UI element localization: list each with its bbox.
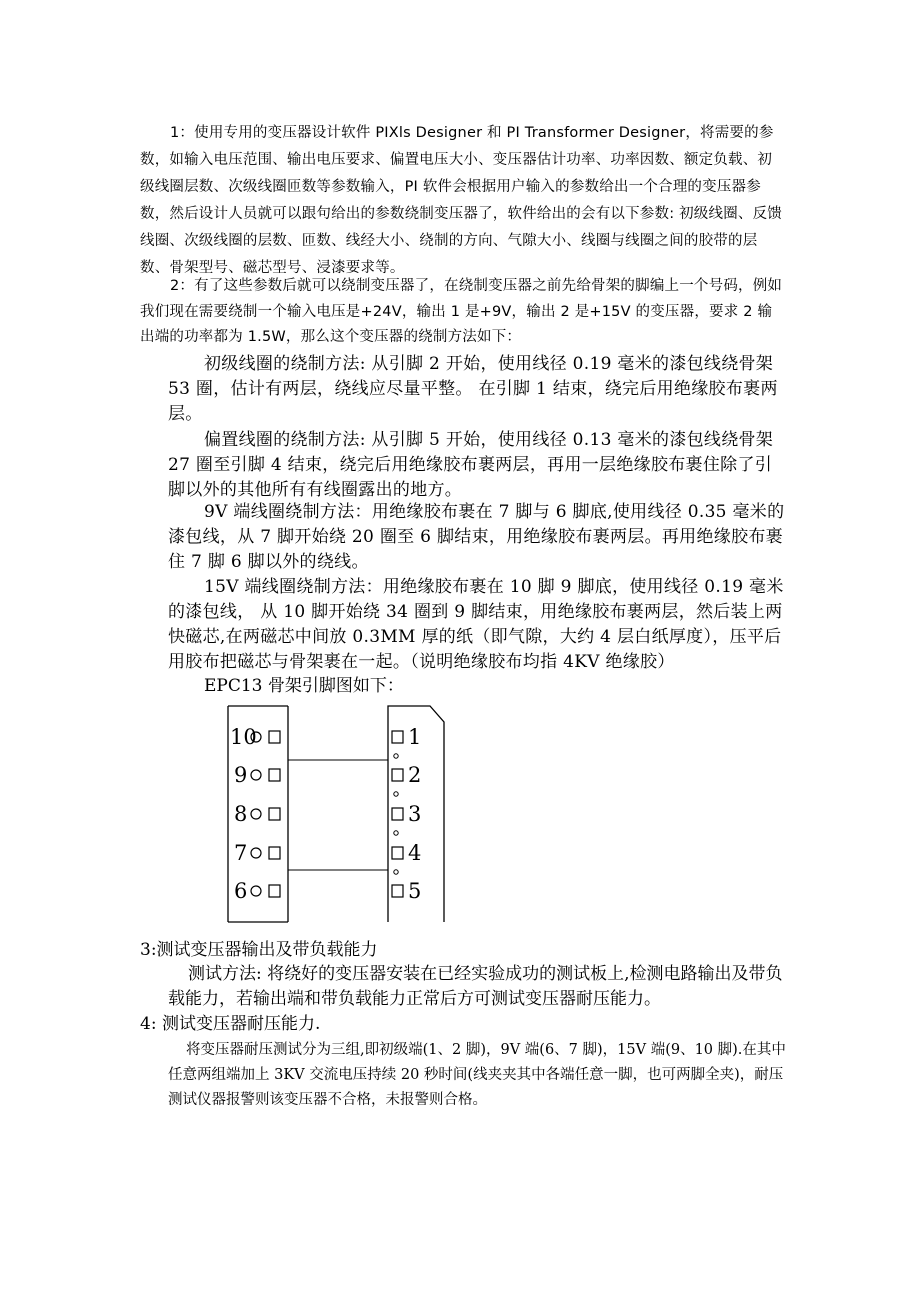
section-1-paragraph: 1：使用专用的变压器设计软件 PIXls Designer 和 PI Transformer Designer，将需要的参数，如输入电压范围、输出电压要求、偏置电压大小、变压器估计功率、功率因数、额定负载、初级线圈层数、次级线圈匝数等参数输入，PI 软件会根据用户输入的参数给出一个合理的变压器参数，然后设计人员就可以跟句给出的参数绕制变压器了，软件给出的会有以下参数: 初级线圈、反馈线圈、次级线圈的层数、匝数、线经大小、绕制的方向、气隙大小、线圈与线圈之间的胶带的层数、骨架型号、磁芯型号、浸漆要求等。 xyxy=(140,125,782,276)
left-pin-label: 7 xyxy=(234,841,248,865)
right-pin-pad xyxy=(392,808,403,820)
left-pin-pad xyxy=(269,769,280,781)
right-pin-label: 5 xyxy=(408,879,422,903)
right-pin-pad xyxy=(392,885,403,897)
left-pin-pad xyxy=(269,885,280,897)
section-4-paragraph: 将变压器耐压测试分为三组,即初级端(1、2 脚)，9V 端(6、7 脚)，15V 端(9、10 脚).在其中任意两组端加上 3KV 交流电压持续 20 秒时间(线夹夹其中各端任意一脚，也可两脚全夹)，耐压测试仪器报警则该变压器不合格，未报警则合格。 xyxy=(168,1042,786,1108)
right-pin-label: 1 xyxy=(408,725,422,749)
right-pin-label: 3 xyxy=(408,802,422,826)
section-2-paragraph: 2：有了这些参数后就可以绕制变压器了，在绕制变压器之前先给骨架的脚编上一个号码，例如我们现在需要绕制一个输入电压是+24V，输出 1 是+9V，输出 2 是+15V 的变压器，要求 2 输出端的功率都为 1.5W，那么这个变压器的绕制方法如下： xyxy=(140,278,783,345)
left-pin-label: 9 xyxy=(234,763,248,787)
epc13-caption: EPC13 骨架引脚图如下： xyxy=(204,676,404,696)
epc13-pin-diagram xyxy=(222,700,462,926)
right-pin-pad xyxy=(392,731,403,743)
9v-winding-paragraph: 9V 端线圈绕制方法：用绝缘胶布裹在 7 脚与 6 脚底,使用线径 0.35 毫米的漆包线，从 7 脚开始绕 20 圈至 6 脚结束，用绝缘胶布裹两层。再用绝缘胶布裹住 7 脚 6 脚以外的绕线。 xyxy=(168,502,785,572)
right-pin-dot xyxy=(394,754,398,758)
left-pin-pad xyxy=(269,731,280,743)
right-pin-label: 4 xyxy=(408,841,422,865)
left-pin-hole xyxy=(251,848,261,858)
section-3-heading: 3:测试变压器输出及带负载能力 xyxy=(140,940,378,960)
left-pin-label: 8 xyxy=(234,802,248,826)
left-pin-pad xyxy=(269,847,280,859)
left-pin-pad xyxy=(269,808,280,820)
left-pin-label: 10 xyxy=(230,725,257,749)
right-pin-label: 2 xyxy=(408,763,422,787)
left-pin-hole xyxy=(251,886,261,896)
right-pin-dot xyxy=(394,870,398,874)
primary-winding-paragraph: 初级线圈的绕制方法: 从引脚 2 开始，使用线径 0.19 毫米的漆包线绕骨架 53 圈，估计有两层，绕线应尽量平整。 在引脚 1 结束，绕完后用绝缘胶布裹两层。 xyxy=(168,354,778,424)
right-pin-pad xyxy=(392,769,403,781)
left-pin-hole xyxy=(251,770,261,780)
left-pin-label: 6 xyxy=(234,879,248,903)
right-pin-dot xyxy=(394,792,398,796)
section-3-paragraph: 测试方法: 将绕好的变压器安装在已经实验成功的测试板上,检测电路输出及带负载能力，若输出端和带负载能力正常后方可测试变压器耐压能力。 xyxy=(168,964,783,1009)
right-pin-pad xyxy=(392,847,403,859)
right-pin-dot xyxy=(394,831,398,835)
bias-winding-paragraph: 偏置线圈的绕制方法: 从引脚 5 开始，使用线径 0.13 毫米的漆包线绕骨架 27 圈至引脚 4 结束，绕完后用绝缘胶布裹两层，再用一层绝缘胶布裹住除了引脚以外的其他所有有线圈露出的地方。 xyxy=(168,430,774,500)
15v-winding-paragraph: 15V 端线圈绕制方法：用绝缘胶布裹在 10 脚 9 脚底，使用线径 0.19 毫米的漆包线， 从 10 脚开始绕 34 圈到 9 脚结束，用绝缘胶布裹两层，然后装上两快磁芯,在两磁芯中间放 0.3MM 厚的纸（即气隙，大约 4 层白纸厚度），压平后用胶布把磁芯与骨架裹在一起。（说明绝缘胶布均指 4KV 绝缘胶） xyxy=(168,577,784,672)
left-pin-hole xyxy=(251,809,261,819)
section-4-heading: 4: 测试变压器耐压能力. xyxy=(140,1014,321,1034)
